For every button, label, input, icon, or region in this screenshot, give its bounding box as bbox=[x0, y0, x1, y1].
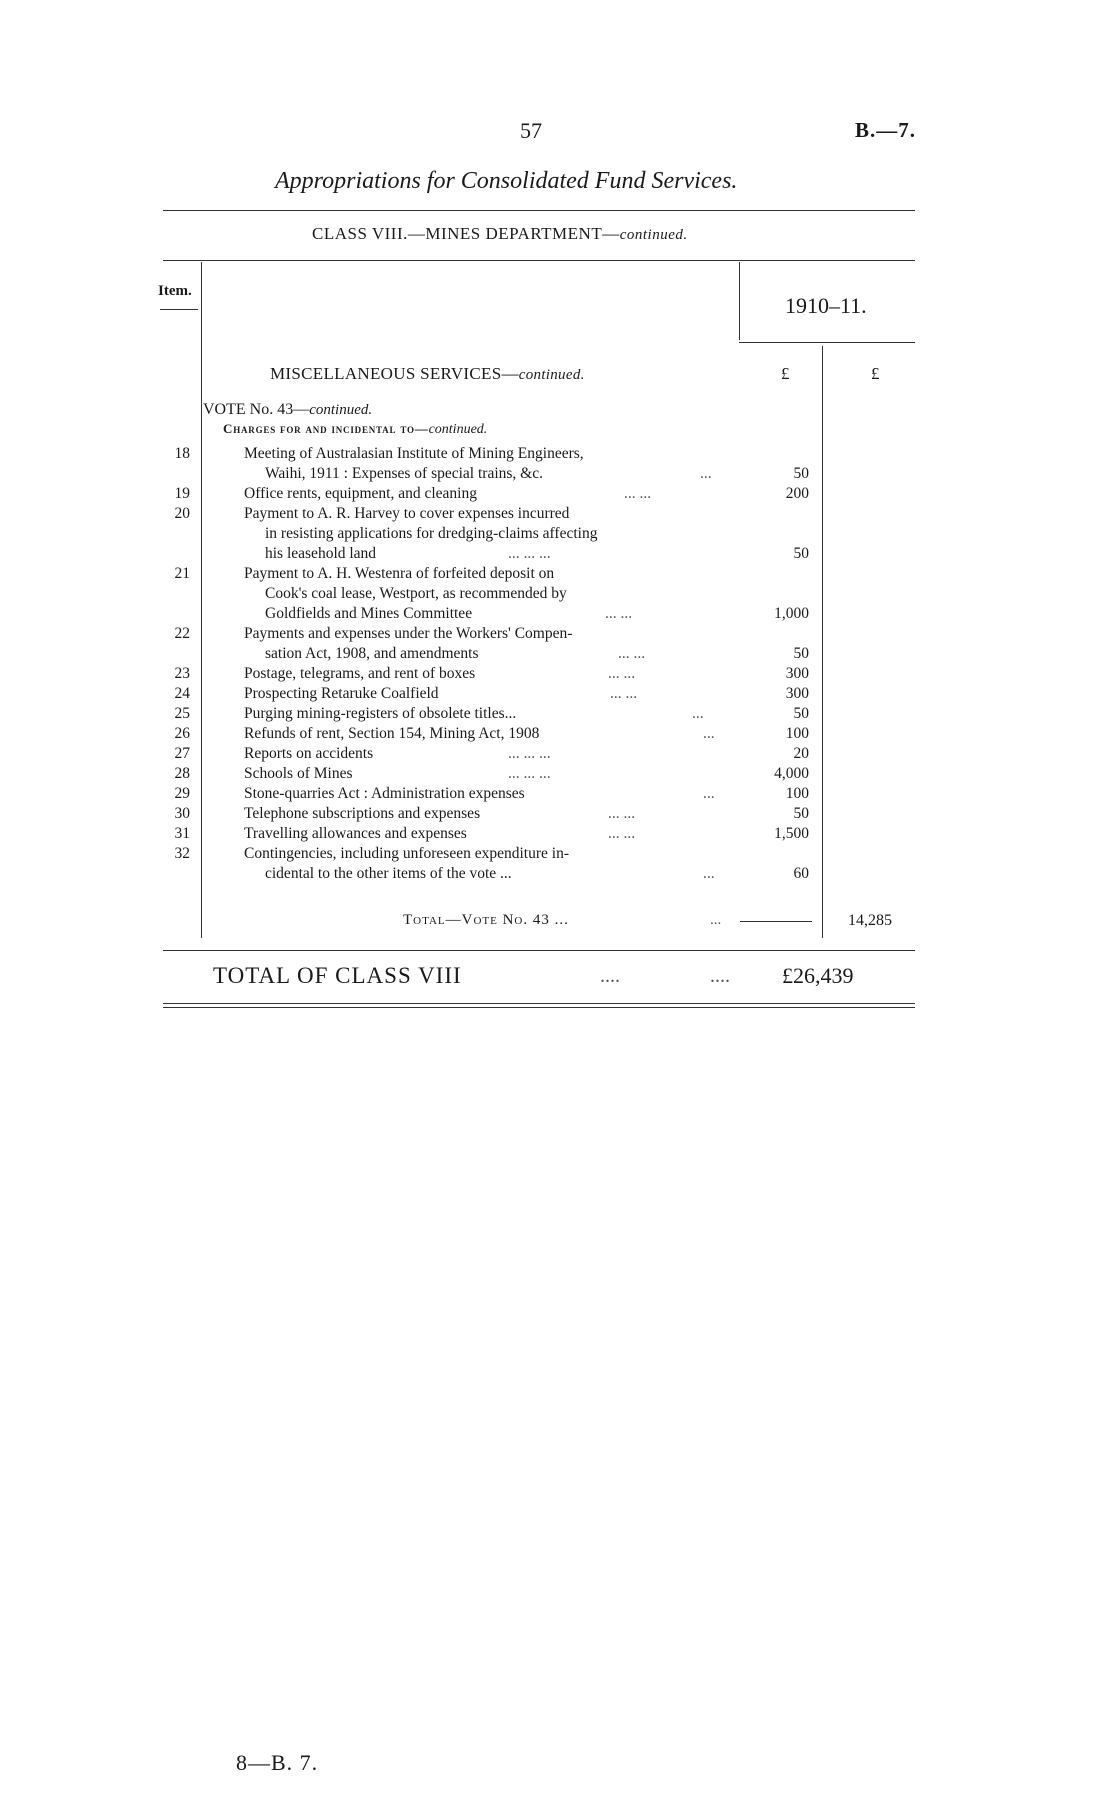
item-description: Office rents, equipment, and cleaning bbox=[244, 485, 477, 502]
rule-class-total-top bbox=[163, 950, 915, 951]
item-number: 24 bbox=[174, 685, 190, 702]
item-amount: 1,000 bbox=[774, 605, 809, 622]
item-dots: ... ... ... bbox=[508, 545, 551, 562]
item-amount: 50 bbox=[793, 465, 809, 482]
item-number: 23 bbox=[174, 665, 190, 682]
item-dots: ... ... bbox=[610, 685, 638, 702]
item-description: Stone-quarries Act : Administration expenses bbox=[244, 785, 525, 802]
year-column-header: 1910–11. bbox=[785, 293, 867, 318]
item-description: Telephone subscriptions and expenses bbox=[244, 805, 481, 822]
item-dots: ... ... bbox=[618, 645, 646, 662]
charges-title-text: Charges for and incidental to— bbox=[223, 421, 429, 436]
item-number: 25 bbox=[174, 705, 190, 722]
table-row bbox=[0, 844, 1114, 864]
vote-title-text: VOTE No. 43— bbox=[203, 401, 310, 418]
item-dots: ... ... bbox=[608, 805, 636, 822]
item-description: Prospecting Retaruke Coalfield bbox=[244, 685, 439, 702]
item-number: 28 bbox=[174, 765, 190, 782]
item-dots: ... bbox=[703, 865, 715, 882]
class-total-dots-1: .... bbox=[600, 965, 620, 987]
item-description: Payment to A. H. Westenra of forfeited deposit on bbox=[244, 565, 555, 582]
page-number: 57 bbox=[520, 118, 542, 143]
item-number: 20 bbox=[174, 505, 190, 522]
item-amount: 100 bbox=[785, 785, 809, 802]
table-row bbox=[0, 864, 1114, 884]
item-dots: ... ... bbox=[624, 485, 652, 502]
item-number: 18 bbox=[174, 445, 190, 462]
class-total-amount: £26,439 bbox=[782, 963, 854, 988]
table-row bbox=[0, 504, 1114, 524]
item-amount: 50 bbox=[793, 705, 809, 722]
table-row bbox=[0, 444, 1114, 464]
vote-total-dots: ... bbox=[710, 912, 722, 928]
item-number: 31 bbox=[174, 825, 190, 842]
table-row bbox=[0, 464, 1114, 484]
currency-items: £ bbox=[781, 364, 790, 383]
table-row bbox=[0, 624, 1114, 644]
item-description: Payments and expenses under the Workers' Compen- bbox=[244, 625, 573, 642]
section-title bbox=[270, 364, 585, 384]
table-row bbox=[0, 564, 1114, 584]
vote-total-label: Total—Vote No. 43 ... bbox=[403, 912, 569, 928]
table-row bbox=[0, 604, 1114, 624]
vote-title-continued: continued. bbox=[309, 402, 373, 418]
item-dots: ... bbox=[703, 725, 715, 742]
vote-title bbox=[203, 401, 372, 419]
item-dots: ... ... ... bbox=[508, 745, 551, 762]
item-number: 22 bbox=[174, 625, 190, 642]
class-title-text: CLASS VIII.—MINES DEPARTMENT— bbox=[312, 224, 620, 243]
item-description: Travelling allowances and expenses bbox=[244, 825, 467, 842]
item-description: Payment to A. R. Harvey to cover expenses incurred bbox=[244, 505, 570, 522]
vote-total-amount: 14,285 bbox=[848, 912, 892, 929]
table-row bbox=[0, 664, 1114, 684]
item-amount: 300 bbox=[785, 665, 809, 682]
section-title-continued: continued. bbox=[518, 367, 585, 383]
table-row bbox=[0, 524, 1114, 544]
item-dots: ... bbox=[700, 465, 712, 482]
item-dots: ... ... bbox=[608, 825, 636, 842]
item-amount: 200 bbox=[785, 485, 809, 502]
section-title-text: MISCELLANEOUS SERVICES— bbox=[270, 364, 519, 383]
item-amount: 100 bbox=[785, 725, 809, 742]
item-description: cidental to the other items of the vote ... bbox=[265, 865, 512, 882]
item-description: his leasehold land bbox=[265, 545, 377, 562]
rule-item-underline bbox=[160, 309, 198, 310]
table-row bbox=[0, 824, 1114, 844]
table-row bbox=[0, 764, 1114, 784]
item-amount: 1,500 bbox=[774, 825, 809, 842]
item-description: Postage, telegrams, and rent of boxes bbox=[244, 665, 476, 682]
table-row bbox=[0, 644, 1114, 664]
item-amount: 60 bbox=[793, 865, 809, 882]
item-description: Goldfields and Mines Committee bbox=[265, 605, 473, 622]
item-amount: 50 bbox=[793, 805, 809, 822]
charges-title-continued: continued. bbox=[428, 422, 488, 437]
item-amount: 4,000 bbox=[774, 765, 809, 782]
table-row bbox=[0, 484, 1114, 504]
rule-year-underline bbox=[739, 342, 915, 343]
rule-vote-subtotal bbox=[740, 921, 812, 922]
item-number: 30 bbox=[174, 805, 190, 822]
table-row bbox=[0, 684, 1114, 704]
charges-title bbox=[223, 421, 487, 438]
table-row bbox=[0, 744, 1114, 764]
item-dots: ... bbox=[703, 785, 715, 802]
rule-class-total-bottom-2 bbox=[163, 1007, 915, 1008]
item-column-header: Item. bbox=[158, 283, 192, 299]
table-row bbox=[0, 704, 1114, 724]
document-reference: B.—7. bbox=[855, 118, 917, 142]
rule-class-total-bottom-1 bbox=[163, 1003, 915, 1004]
class-total-dots-2: .... bbox=[710, 965, 730, 987]
rule-title bbox=[163, 210, 915, 211]
item-description: Refunds of rent, Section 154, Mining Act, 1908 bbox=[244, 725, 540, 742]
item-description: in resisting applications for dredging-claims affecting bbox=[265, 525, 598, 542]
item-description: Purging mining-registers of obsolete titles... bbox=[244, 705, 517, 722]
item-number: 32 bbox=[174, 845, 190, 862]
item-dots: ... ... bbox=[605, 605, 633, 622]
item-amount: 300 bbox=[785, 685, 809, 702]
item-amount: 20 bbox=[793, 745, 809, 762]
item-description: sation Act, 1908, and amendments bbox=[265, 645, 479, 662]
rule-amount-column bbox=[739, 262, 740, 340]
item-description: Schools of Mines bbox=[244, 765, 353, 782]
item-dots: ... ... ... bbox=[508, 765, 551, 782]
currency-total: £ bbox=[871, 364, 880, 383]
item-dots: ... ... bbox=[608, 665, 636, 682]
table-row bbox=[0, 784, 1114, 804]
sheet-reference: 8—B. 7. bbox=[236, 1750, 319, 1775]
item-description: Waihi, 1911 : Expenses of special trains, &c. bbox=[265, 465, 543, 482]
class-total-label: TOTAL OF CLASS VIII bbox=[213, 963, 462, 988]
page-title: Appropriations for Consolidated Fund Services. bbox=[275, 168, 738, 194]
item-number: 21 bbox=[174, 565, 190, 582]
item-number: 26 bbox=[174, 725, 190, 742]
item-number: 19 bbox=[174, 485, 190, 502]
item-number: 27 bbox=[174, 745, 190, 762]
item-description: Cook's coal lease, Westport, as recommended by bbox=[265, 585, 567, 602]
table-row bbox=[0, 724, 1114, 744]
item-amount: 50 bbox=[793, 545, 809, 562]
item-dots: ... bbox=[692, 705, 704, 722]
item-description: Contingencies, including unforeseen expenditure in- bbox=[244, 845, 569, 862]
item-amount: 50 bbox=[793, 645, 809, 662]
rule-table-top bbox=[163, 260, 915, 261]
class-title bbox=[312, 224, 688, 244]
item-description: Reports on accidents bbox=[244, 745, 374, 762]
table-row bbox=[0, 544, 1114, 564]
class-title-continued: continued. bbox=[619, 227, 688, 243]
item-number: 29 bbox=[174, 785, 190, 802]
table-row bbox=[0, 804, 1114, 824]
item-description: Meeting of Australasian Institute of Mining Engineers, bbox=[244, 445, 584, 462]
table-row bbox=[0, 584, 1114, 604]
